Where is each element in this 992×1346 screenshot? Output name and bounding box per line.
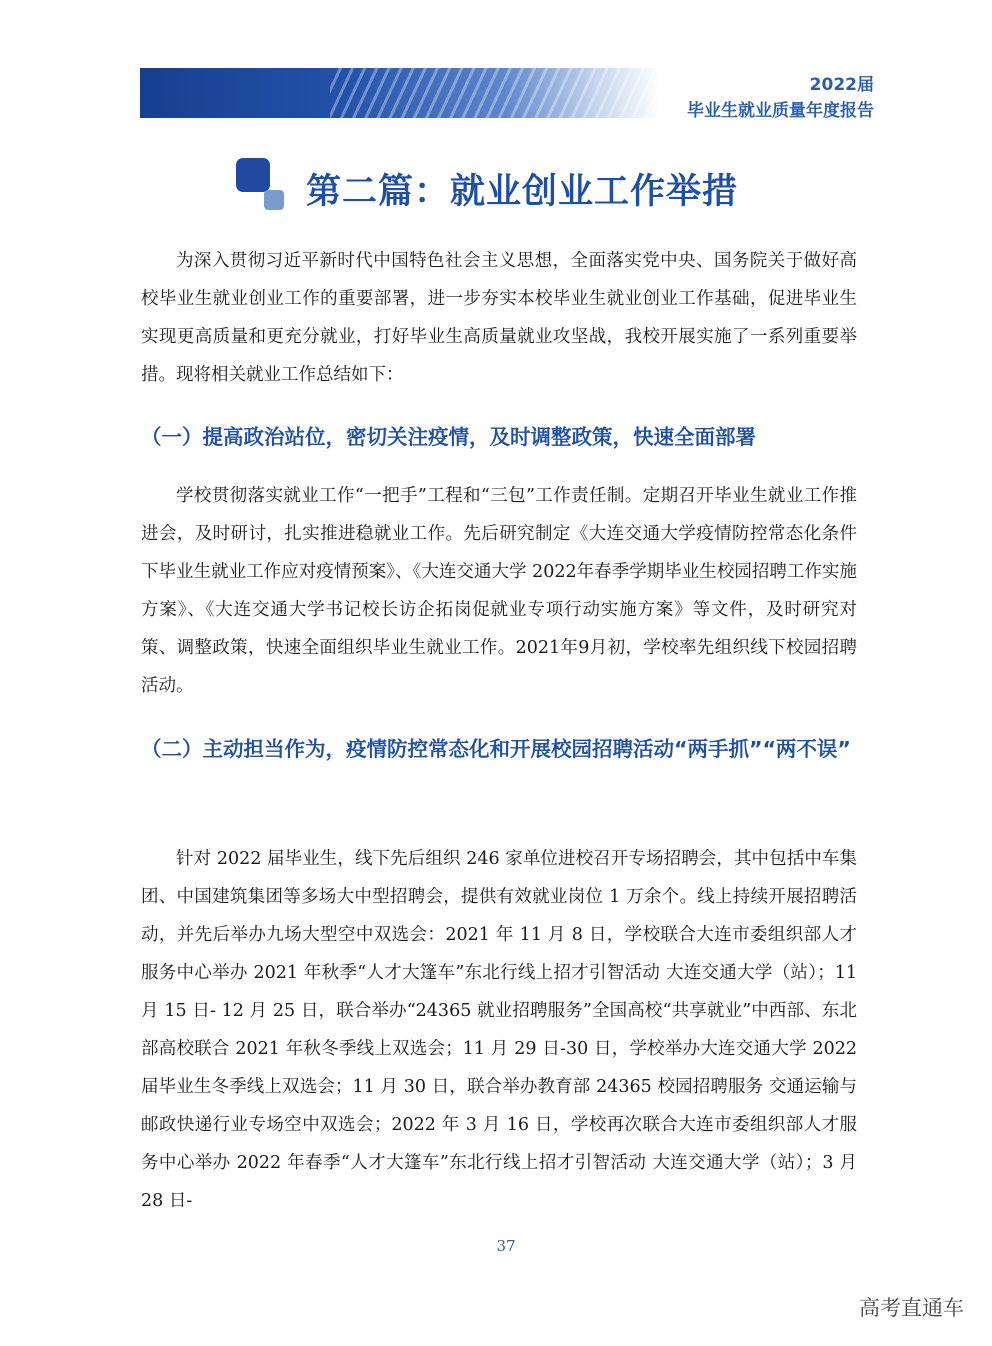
report-name: 毕业生就业质量年度报告 [687, 101, 874, 121]
section-heading-1: （一）提高政治站位，密切关注疫情，及时调整政策，快速全面部署 [141, 425, 756, 449]
intro-paragraph: 为深入贯彻习近平新时代中国特色社会主义思想，全面落实党中央、国务院关于做好高校毕业生就业创业工作的重要部署，进一步夯实本校毕业生就业创业工作基础，促进毕业生实现更高质量和更充分就业，打好毕业生高质量就业攻坚战，我校开展实施了一系列重要举措。现将相关就业工作总结如下： [141, 251, 857, 385]
section-heading-2: （二）主动担当作为，疫情防控常态化和开展校园招聘活动“两手抓”“两不误” [141, 737, 851, 761]
page-number: 37 [496, 1237, 516, 1255]
header-stripes [330, 68, 660, 118]
watermark: 高考直通车 [859, 1296, 964, 1320]
section-body-2: 针对 2022 届毕业生，线下先后组织 246 家单位进校召开专场招聘会，其中包括中车集团、中国建筑集团等多场大中型招聘会，提供有效就业岗位 1 万余个。线上持续开展招聘活动，并先后举办九场大型空中双选会：2021 年 11 月 8 日，学校联合大连市委组织部人才服务中心举办 2021 年秋季“人才大篷车”东北行线上招才引智活动 大连交通大学（站）；11 月 15 日- 12 月 25 日，联合举办“24365 就业招聘服务”全国高校“共享就业”中西部、东北部高校联合 2021 年秋冬季线上双选会；11 月 29 日-30 日，学校举办大连交通大学 2022 届毕业生冬季线上双选会；11 月 30 日，联合举办教育部 24365 校园招聘服务 交通运输与邮政快递行业专场空中双选会；2022 年 3 月 16 日，学校再次联合大连市委组织部人才服务中心举办 2022 年春季“人才大篷车”东北行线上招才引智活动 大连交通大学（站）；3 月 28 日- [141, 849, 857, 1211]
section-body-1: 学校贯彻落实就业工作“一把手”工程和“三包”工作责任制。定期召开毕业生就业工作推进会，及时研讨，扎实推进稳就业工作。先后研究制定《大连交通大学疫情防控常态化条件下毕业生就业工作应对疫情预案》、《大连交通大学 2022年春季学期毕业生校园招聘工作实施方案》、《大连交通大学书记校长访企拓岗促就业专项行动实施方案》等文件，及时研究对策、调整政策，快速全面组织毕业生就业工作。2021年9月初，学校率先组织线下校园招聘活动。 [141, 486, 857, 696]
chapter-title: 第二篇：就业创业工作举措 [306, 172, 739, 212]
report-year: 2022届 [809, 75, 874, 95]
chapter-square-icon [236, 158, 286, 210]
